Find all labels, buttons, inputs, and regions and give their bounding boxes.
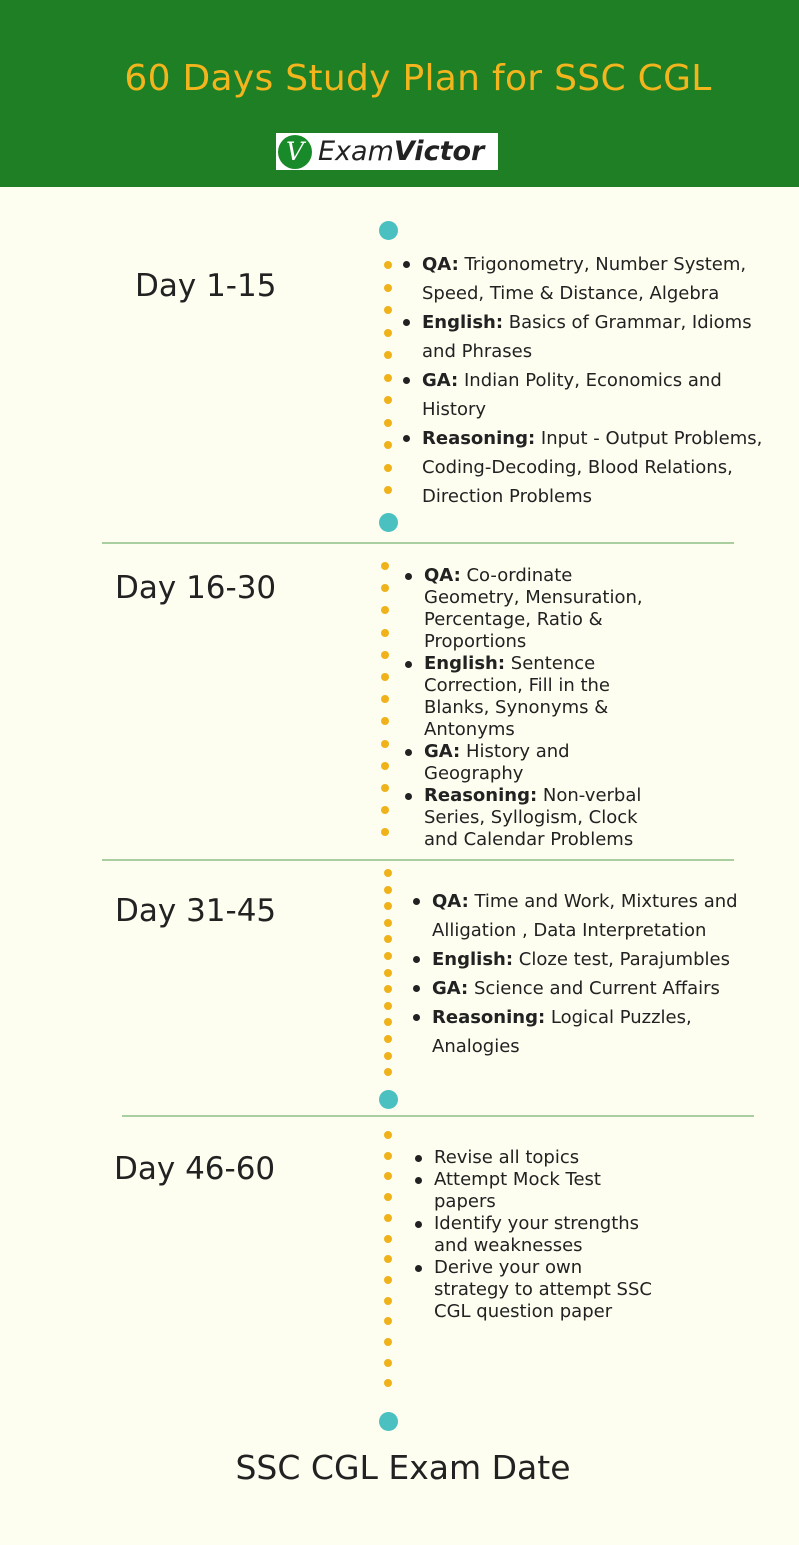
topic-subject: English: [424, 653, 506, 674]
timeline-dot [384, 329, 392, 337]
topic-text: History and Geography [424, 741, 570, 784]
timeline-dot [384, 1193, 392, 1201]
topic-item [410, 1003, 758, 1061]
timeline-dot [381, 695, 389, 703]
logo-wordmark [318, 136, 484, 167]
timeline-dot [384, 464, 392, 472]
topic-text: Time and Work, Mixtures and Alligation , Data Interpretation [432, 891, 738, 941]
topic-list-phase-3 [410, 887, 758, 1061]
topic-item [400, 424, 770, 511]
topic-text: Science and Current Affairs [468, 978, 720, 999]
footer-exam-date: SSC CGL Exam Date [235, 1448, 571, 1487]
topic-item [402, 741, 670, 785]
topic-text: Revise all topics [434, 1147, 580, 1168]
day-label-phase-1: Day 1-15 [135, 268, 277, 304]
timeline-dot [381, 562, 389, 570]
topic-subject: QA: [422, 254, 459, 275]
timeline-dot [384, 985, 392, 993]
topic-text: Cloze test, Parajumbles [513, 949, 730, 970]
examvictor-logo [276, 133, 498, 170]
topic-item [410, 974, 758, 1003]
timeline-dot [384, 969, 392, 977]
timeline-dot [384, 486, 392, 494]
divider-2 [102, 859, 734, 861]
timeline-dot [384, 902, 392, 910]
timeline-dot [384, 1172, 392, 1180]
topic-subject: English: [432, 949, 514, 970]
topic-list-phase-4 [412, 1147, 652, 1323]
timeline-dot [384, 1035, 392, 1043]
topic-text: Input - Output Problems, Coding-Decoding, Blood Relations, Direction Problems [422, 428, 763, 507]
timeline-dot [384, 1297, 392, 1305]
topic-text: Identify your strengths and weaknesses [434, 1213, 640, 1256]
topic-text: Co-ordinate Geometry, Mensuration, Percentage, Ratio & Proportions [424, 565, 643, 652]
topic-subject: Reasoning: [432, 1007, 546, 1028]
header-banner [0, 0, 799, 187]
timeline-dot [384, 1152, 392, 1160]
timeline-dot [384, 1255, 392, 1263]
topic-item [412, 1169, 652, 1213]
day-label-phase-4: Day 46-60 [114, 1151, 276, 1187]
timeline-dot [381, 651, 389, 659]
timeline-dot [384, 441, 392, 449]
timeline-dot [384, 1131, 392, 1139]
topic-item [412, 1257, 652, 1323]
topic-subject: QA: [432, 891, 469, 912]
topic-subject: GA: [424, 741, 461, 762]
timeline-dot [384, 306, 392, 314]
topic-item [410, 945, 758, 974]
timeline-dot [384, 1276, 392, 1284]
timeline-dot [384, 869, 392, 877]
milestone-dot [379, 513, 398, 532]
timeline-dot [384, 351, 392, 359]
timeline-dot [384, 1002, 392, 1010]
timeline-dot [381, 740, 389, 748]
topic-item [412, 1213, 652, 1257]
timeline-dot [384, 886, 392, 894]
topic-text: Attempt Mock Test papers [434, 1169, 601, 1212]
timeline-dot [384, 919, 392, 927]
logo-text-bold: Victor [393, 136, 485, 167]
topic-text: Sentence Correction, Fill in the Blanks, Synonyms & Antonyms [424, 653, 611, 740]
divider-1 [102, 542, 734, 544]
topic-text: Non-verbal Series, Syllogism, Clock and Calendar Problems [424, 785, 642, 850]
topic-item [412, 1147, 652, 1169]
divider-3 [122, 1115, 754, 1117]
milestone-dot [379, 1090, 398, 1109]
timeline-dot [381, 606, 389, 614]
timeline-dot [381, 828, 389, 836]
timeline-dot [384, 396, 392, 404]
logo-text-light: Exam [318, 136, 394, 167]
timeline-dot [384, 1235, 392, 1243]
topic-text: Trigonometry, Number System, Speed, Time & Distance, Algebra [422, 254, 747, 304]
timeline-dot [381, 584, 389, 592]
milestone-dot [379, 221, 398, 240]
timeline-dot [381, 673, 389, 681]
timeline-dot [384, 935, 392, 943]
timeline-dot [381, 717, 389, 725]
topic-item [410, 887, 758, 945]
topic-item [402, 565, 670, 653]
topic-subject: GA: [422, 370, 459, 391]
page-title: 60 Days Study Plan for SSC CGL [124, 58, 712, 99]
topic-subject: QA: [424, 565, 461, 586]
day-label-phase-3: Day 31-45 [115, 893, 277, 929]
topic-text: Logical Puzzles, Analogies [432, 1007, 692, 1057]
topic-subject: Reasoning: [424, 785, 538, 806]
topic-item [402, 653, 670, 741]
timeline-dot [384, 1068, 392, 1076]
topic-subject: GA: [432, 978, 469, 999]
topic-subject: Reasoning: [422, 428, 536, 449]
timeline-dot [381, 762, 389, 770]
topic-item [400, 308, 770, 366]
topic-item [400, 366, 770, 424]
topic-text: Basics of Grammar, Idioms and Phrases [422, 312, 752, 362]
topic-text: Indian Polity, Economics and History [422, 370, 722, 420]
topic-list-phase-1 [400, 250, 770, 511]
topic-item [402, 785, 670, 851]
timeline-dot [384, 1018, 392, 1026]
day-label-phase-2: Day 16-30 [115, 570, 277, 606]
timeline-dot [384, 1338, 392, 1346]
timeline-dot [381, 629, 389, 637]
timeline-dot [384, 1359, 392, 1367]
logo-badge-icon: V [278, 135, 312, 169]
topic-list-phase-2 [402, 565, 670, 851]
timeline-dot [384, 374, 392, 382]
timeline-dot [384, 419, 392, 427]
timeline-dot [384, 261, 392, 269]
timeline-dot [384, 1379, 392, 1387]
timeline-dot [384, 1317, 392, 1325]
timeline-dot [384, 1214, 392, 1222]
topic-item [400, 250, 770, 308]
timeline-dot [384, 284, 392, 292]
timeline-dot [381, 806, 389, 814]
topic-text: Derive your own strategy to attempt SSC CGL question paper [434, 1257, 652, 1322]
timeline-dot [381, 784, 389, 792]
timeline-dot [384, 952, 392, 960]
timeline-dot [384, 1052, 392, 1060]
milestone-dot [379, 1412, 398, 1431]
topic-subject: English: [422, 312, 504, 333]
